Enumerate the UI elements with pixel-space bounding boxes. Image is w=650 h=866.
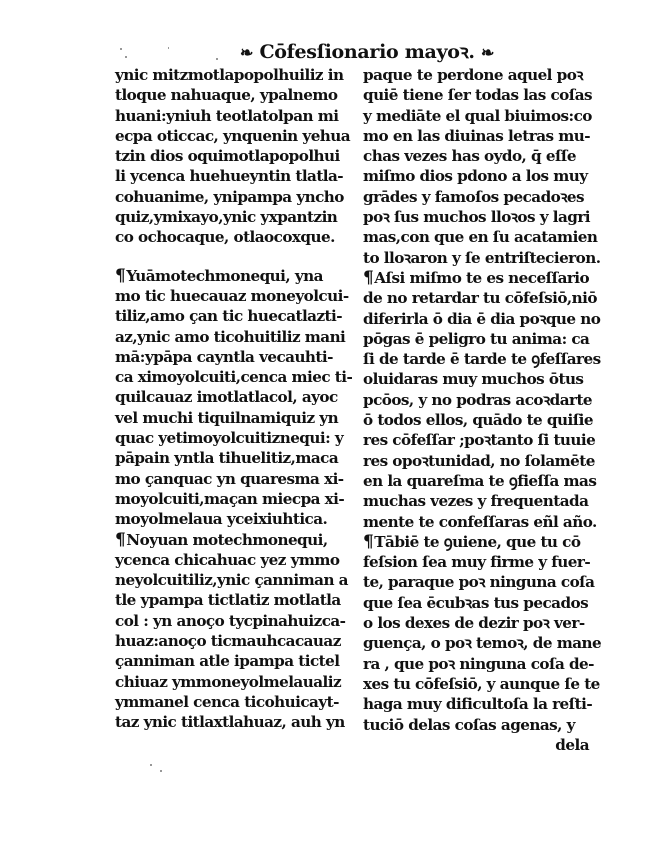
line-text: pcōos, y no podras acoꝛdarte [363,390,593,409]
line-text: paque te perdone aquel poꝛ [363,66,583,84]
line-text: tiliz,amo çan tic huecatlazti- [115,307,342,326]
text-line [115,712,355,732]
pilcrow-icon: ¶ [363,267,374,288]
line-text: ō todos ellos, quādo te quiſie [363,411,594,430]
print-speck [216,58,218,60]
line-text: moyolmelaua yceixiuhtica. [115,510,328,529]
running-header [240,38,560,64]
line-text: ſi de tarde ē tarde te ꝯfeſſares [363,350,601,369]
line-text: mo çanquac yn quaresma xi- [115,469,344,488]
text-line [363,430,603,450]
line-text: ra , que poꝛ ninguna coſa de- [363,654,594,673]
print-speck [160,770,162,772]
line-text: çanniman atle ipampa tictel [115,652,340,671]
text-line [363,491,603,511]
line-text: grādes y famoſos pecadoꝛes [363,187,585,206]
text-line [115,448,355,468]
text-line [115,286,355,306]
text-line [115,428,355,448]
line-text: neyolcuitiliz,ynic çanniman a [115,571,348,590]
text-line [115,631,355,651]
text-line [115,187,355,207]
text-line [363,288,603,308]
line-text: co ochocaque, otlaocoxque. [115,228,335,247]
text-line [363,207,603,227]
text-line [363,633,603,653]
text-line [363,410,603,430]
text-line [363,512,603,532]
line-text: xes tu cōfeſsiō, y aunque ſe te [363,674,600,693]
text-line [363,227,603,247]
text-line [363,65,603,85]
line-text: taz ynic titlaxtlahuaz, auh yn [115,713,345,732]
print-speck [125,56,127,58]
line-text: haga muy dificultoſa la reſti- [363,695,593,714]
line-text: huani:yniuh teotlatolpan mi [115,106,339,125]
line-text: mā:ypāpa cayntla vecauhti- [115,347,333,366]
line-text: Aſsi miſmo te es neceſſario [374,268,590,287]
text-line [363,654,603,674]
line-text: res cōfeſſar ;poꝛtanto ſi tuuie [363,431,596,450]
text-line [363,715,603,735]
text-line [115,266,355,286]
text-line [363,329,603,349]
text-line [115,590,355,610]
text-line [363,572,603,592]
line-text: tuciō delas coſas agenas, y [363,715,575,734]
text-line [363,166,603,186]
line-text: Yuāmotechmonequi, yna [126,266,323,285]
text-line [115,469,355,489]
text-line [115,106,355,126]
line-text: en la quareſma te ꝯfieſſa mas [363,471,597,490]
text-line [363,390,603,410]
text-line [363,532,603,552]
line-text: feſsion ſea muy firme y fuer- [363,553,591,572]
line-text: ynic mitzmotlapopolhuiliz in [115,66,344,84]
line-text: oluidaras muy muchos ōtus [363,370,584,389]
line-text: o los dexes de dezir poꝛ ver- [363,614,585,633]
line-text: res opoꝛtunidad, no ſolamēte [363,451,595,470]
running-title: Cōfesſionario mayoꝛ. [259,41,475,63]
line-text: diferirla ō dia ē dia poꝛque no [363,309,601,328]
pilcrow-icon: ¶ [363,531,374,552]
left-column-nahuatl [115,65,355,733]
line-text: mo en las diuinas letras mu- [363,126,590,145]
text-line [115,207,355,227]
text-line [115,166,355,186]
text-line [363,674,603,694]
line-text: pōgas ē peligro tu anima: ca [363,329,590,348]
print-speck [150,764,152,766]
fleuron-ornament-icon: ❧ [480,43,495,62]
line-text: quilcauaz imotlatlacol, ayoc [115,388,338,407]
text-line [115,367,355,387]
text-line [363,106,603,126]
line-text: chiuaz ymmoneyolmelaualiz [115,672,342,691]
text-line [115,227,355,247]
line-text: quiē tiene ſer todas las coſas [363,86,592,105]
text-line [115,651,355,671]
text-line [115,387,355,407]
line-text: ecpa oticcac, ynquenin yehua [115,126,351,145]
line-text: az,ynic amo ticohuitiliz mani [115,327,346,346]
line-text: ycenca chicahuac yez ymmo [115,550,340,569]
text-line [115,126,355,146]
line-text: miſmo dios pdono a los muy [363,167,588,186]
line-text: quiz,ymixayo,ynic yxpantzin [115,208,338,227]
text-line [115,672,355,692]
text-line [115,65,355,85]
text-line [115,408,355,428]
line-text: huaz:anoço ticmauhcacauaz [115,632,341,651]
text-line [363,309,603,329]
line-text: tzin dios oquimotlapopolhui [115,147,340,166]
text-line [363,613,603,633]
text-line [363,471,603,491]
line-text: tle ypampa tictlatiz motlatla [115,591,341,610]
line-text: mo tic huecauaz moneyolcui- [115,286,349,305]
text-line [363,187,603,207]
pilcrow-icon: ¶ [115,265,126,286]
fleuron-ornament-icon: ❧ [240,43,254,62]
line-text: mas,con que en ſu acatamien [363,228,598,247]
text-line [363,268,603,288]
line-text: y mediāte el qual biuimos:co [363,106,592,125]
line-text: mente te confeſſaras eñl año. [363,512,597,531]
text-line [115,327,355,347]
line-text: cohuanime, ynipampa yncho [115,187,344,206]
text-line [115,611,355,631]
line-text: chas vezes has oydo, q̄ eſſe [363,147,577,166]
text-line [115,570,355,590]
text-line [115,306,355,326]
text-line [363,552,603,572]
line-text: ymmanel cenca ticohuicayt- [115,692,339,711]
pilcrow-icon: ¶ [115,529,126,550]
text-line [363,451,603,471]
text-line [115,347,355,367]
print-speck [168,47,169,49]
text-line [363,85,603,105]
text-line [363,248,603,268]
line-text: pāpain yntla tihuelitiz,maca [115,449,339,468]
text-line [363,369,603,389]
line-text: li ycenca huehueyntin tlatla- [115,167,344,186]
line-text: muchas vezes y frequentada [363,492,589,511]
line-text: to lloꝛaron y ſe entriſtecieron. [363,248,601,267]
text-line [363,694,603,714]
text-line [115,85,355,105]
print-speck [120,48,122,50]
right-column-spanish [363,65,603,755]
text-line [115,509,355,529]
text-line [115,489,355,509]
paragraph-gap [115,248,355,266]
line-text: que ſea ēcubꝛas tus pecados [363,593,589,612]
text-line [115,146,355,166]
line-text: tloque nahuaque, ypalnemo [115,86,338,105]
line-text: poꝛ ſus muchos lloꝛos y lagri [363,208,591,227]
text-line [363,349,603,369]
text-line [115,550,355,570]
line-text: te, paraque poꝛ ninguna coſa [363,573,595,592]
text-line [363,146,603,166]
text-line [363,593,603,613]
text-line [363,126,603,146]
line-text: vel muchi tiquilnamiquiz yn [115,408,339,427]
line-text: col : yn anoço tycpinahuizca- [115,611,346,630]
line-text: guença, o poꝛ temoꝛ, de mane [363,634,602,653]
text-line [115,530,355,550]
text-line [115,692,355,712]
line-text: Tābiē te ꝯuiene, que tu cō [374,532,581,551]
catchword: dela [555,735,589,754]
line-text: Noyuan motechmonequi, [126,530,328,549]
line-text: moyolcuiti,maçan miecpa xi- [115,489,345,508]
line-text: quac yetimoyolcuitiznequi: y [115,429,344,448]
line-text: de no retardar tu cōfeſsiō,niō [363,289,597,308]
line-text: ca ximoyolcuiti,cenca miec ti- [115,368,353,387]
